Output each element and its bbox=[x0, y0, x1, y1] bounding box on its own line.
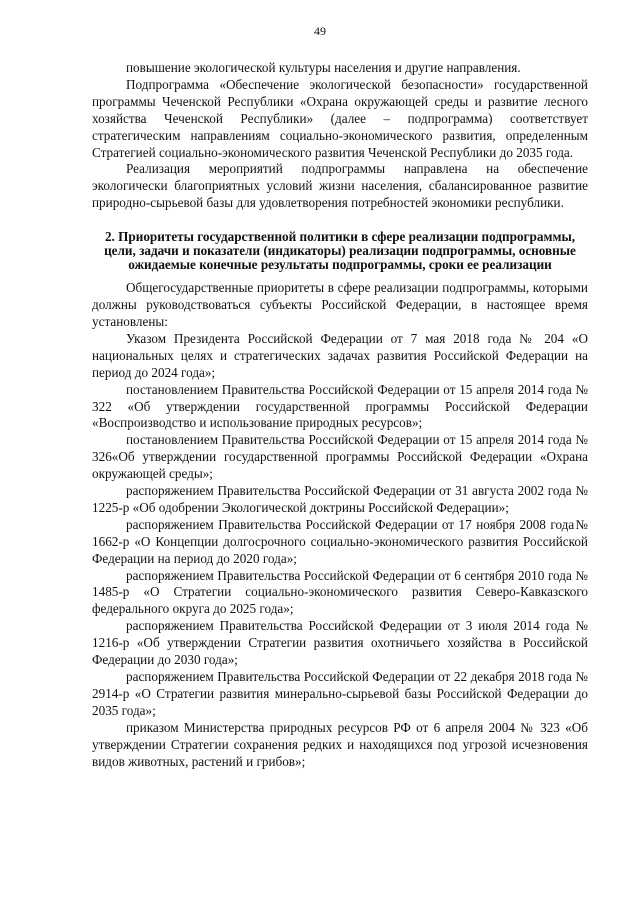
page-number: 49 bbox=[314, 24, 326, 38]
paragraph-resolution-322: постановлением Правительства Российской Федерации от 15 апреля 2014 года № 322 «Об утверждении государственной программы Российской Федерации «Воспроизводство и использование природных ресурсов»; bbox=[92, 381, 588, 431]
paragraph-decree-204: Указом Президента Российской Федерации от 7 мая 2018 года № 204 «О национальных целях и стратегических задачах развития Российской Федерации на период до 2024 года»; bbox=[92, 330, 588, 380]
paragraph-intro-1: повышение экологической культуры населения и другие направления. bbox=[126, 60, 521, 75]
paragraph-order-1225: распоряжением Правительства Российской Федерации от 31 августа 2002 года № 1225-р «Об одобрении Экологической доктрины Российской Федерации»; bbox=[92, 483, 588, 515]
document-body bbox=[92, 60, 588, 770]
paragraph-intro-2: Подпрограмма «Обеспечение экологической безопасности» государственной программы Чеченской Республики «Охрана окружающей среды и развитие лесного хозяйства Чеченской Республики» (далее – подпрограмма) соответствует стратегическим направлениям социально-экономического развития, определенным Стратегией социально-экономического развития Чеченской Республики до 2035 года. bbox=[92, 76, 588, 160]
paragraph-order-1662: распоряжением Правительства Российской Федерации от 17 ноября 2008 года№ 1662-р «О Концепции долгосрочного социально-экономического развития Российской Федерации на период до 2020 года»; bbox=[92, 516, 588, 566]
paragraph-order-1216: распоряжением Правительства Российской Федерации от 3 июля 2014 года № 1216-р «Об утверждении Стратегии развития охотничьего хозяйства в Российской Федерации до 2030 года»; bbox=[92, 618, 588, 668]
paragraph-resolution-326: постановлением Правительства Российской Федерации от 15 апреля 2014 года № 326«Об утверждении государственной программы Российской Федерации «Охрана окружающей среды»; bbox=[92, 432, 588, 482]
paragraph-order-1485: распоряжением Правительства Российской Федерации от 6 сентября 2010 года № 1485-р «О Стратегии социально-экономического развития Северо-Кавказского федерального округа до 2025 года»; bbox=[92, 567, 588, 617]
section-heading: 2. Приоритеты государственной политики в сфере реализации подпрограммы, цели, задачи и показатели (индикаторы) реализации подпрограммы, основные ожидаемые конечные результаты подпрограммы, сроки ее реализации bbox=[104, 229, 576, 273]
paragraph-intro-3: Реализация мероприятий подпрограммы направлена на обеспечение экологически благоприятных условий жизни населения, сбалансированное развитие природно-сырьевой базы для удовлетворения потребностей экономики республики. bbox=[92, 161, 588, 211]
paragraph-order-2914: распоряжением Правительства Российской Федерации от 22 декабря 2018 года № 2914-р «О Стратегии развития минерально-сырьевой базы Российской Федерации до 2035 года»; bbox=[92, 669, 588, 718]
paragraph-ministry-order-323: приказом Министерства природных ресурсов РФ от 6 апреля 2004 № 323 «Об утверждении Стратегии сохранения редких и находящихся под угрозой исчезновения видов животных, растений и грибов»; bbox=[92, 719, 588, 769]
paragraph-priorities-intro: Общегосударственные приоритеты в сфере реализации подпрограммы, которыми должны руководствоваться субъекты Российской Федерации, в настоящее время установлены: bbox=[92, 280, 588, 329]
